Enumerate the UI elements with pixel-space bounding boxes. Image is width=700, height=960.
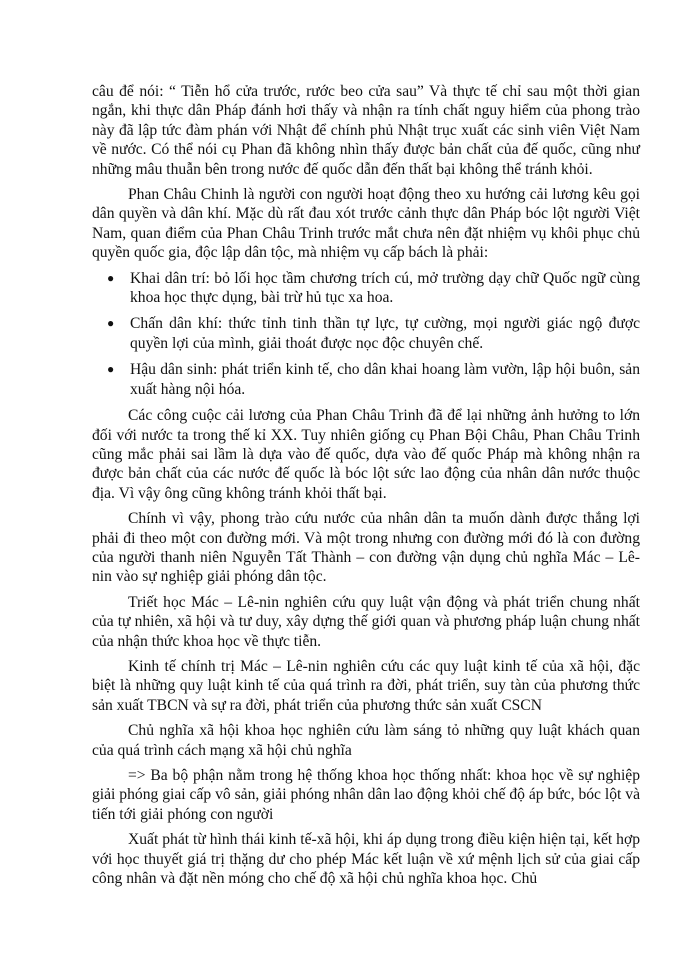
paragraph-final: Xuất phát từ hình thái kinh tế-xã hội, khi áp dụng trong điều kiện hiện tại, kết hợp với học thuyết giá trị thặng dư cho phép Mác kết luận về xứ mệnh lịch sử của giai cấp công nhân và đặt nền móng cho chế độ xã hội chủ nghĩa khoa học. Chủ xyxy=(92,831,640,888)
paragraph-reform-impact: Các công cuộc cải lương của Phan Châu Trinh đã để lại những ảnh hưởng to lớn đối với nước ta trong thế kỉ XX. Tuy nhiên giống cụ Phan Bội Châu, Phan Châu Trinh cũng mắc phải sai lầm là dựa vào đế quốc, dựa vào đế quốc Pháp mà không nhận ra được bản chất của các nước đế quốc là bóc lột sức lao động của nhân dân nước thuộc địa. Vì vậy ông cũng không tránh khỏi thất bại. xyxy=(92,407,640,502)
list-item xyxy=(92,314,640,353)
bullet-icon: ● xyxy=(107,362,115,377)
list-item-text: Khai dân trí: bỏ lối học tầm chương trích cú, mở trường dạy chữ Quốc ngữ cùng khoa học thực dụng, bài trừ hủ tục xa hoa. xyxy=(130,269,640,307)
paragraph-continuation: câu để nói: “ Tiễn hổ cửa trước, rước beo cửa sau” Và thực tế chỉ sau một thời gian ngắn, khi thực dân Pháp đánh hơi thấy và nhận ra tính chất nguy hiểm của phong trào này đã lập tức đàm phán với Nhật để chính phủ Nhật trục xuất các sinh viên Việt Nam về nước. Có thể nói cụ Phan đã không nhìn thấy được bản chất của đế quốc, cũng như những mâu thuẫn bên trong nước đế quốc dẫn đến thất bại không thể tránh khỏi. xyxy=(92,83,640,178)
paragraph-scientific-socialism: Chủ nghĩa xã hội khoa học nghiên cứu làm sáng tỏ những quy luật khách quan của quá trình cách mạng xã hội chủ nghĩa xyxy=(92,722,640,759)
paragraph-philosophy: Triết học Mác – Lê-nin nghiên cứu quy luật vận động và phát triển chung nhất của tự nhiên, xã hội và tư duy, xây dựng thế giới quan và phương pháp luận chung nhất của nhận thức khoa học về thực tiễn. xyxy=(92,593,640,650)
paragraph-political-economy: Kinh tế chính trị Mác – Lê-nin nghiên cứu các quy luật kinh tế của xã hội, đặc biệt là những quy luật kinh tế của quá trình ra đời, phát triển, suy tàn của phương thức sản xuất TBCN và sự ra đời, phát triển của phương thức sản xuất CSCN xyxy=(92,657,640,714)
paragraph-phan-chau-trinh: Phan Châu Chinh là người con người hoạt động theo xu hướng cải lương kêu gọi dân quyền và dân khí. Mặc dù rất đau xót trước cảnh thực dân Pháp bóc lột người Việt Nam, quan điểm của Phan Châu Trinh trước mắt chưa nên đặt nhiệm vụ khôi phục chủ quyền quốc gia, độc lập dân tộc, mà nhiệm vụ cấp bách là phải: xyxy=(92,186,640,262)
bullet-icon: ● xyxy=(107,316,115,331)
paragraph-new-path: Chính vì vậy, phong trào cứu nước của nhân dân ta muốn dành được thắng lợi phải đi theo một con đường mới. Và một trong nhưng con đường mới đó là con đường của người thanh niên Nguyễn Tất Thành – con đường vận dụng chủ nghĩa Mác – Lê-nin vào sự nghiệp giải phóng dân tộc. xyxy=(92,510,640,586)
list-item xyxy=(92,360,640,399)
bullet-list xyxy=(92,269,640,399)
list-item-text: Chấn dân khí: thức tỉnh tinh thần tự lực, tự cường, mọi người giác ngộ được quyền lợi của mình, giải thoát được nọc độc chuyên chế. xyxy=(130,315,640,352)
list-item-text: Hậu dân sinh: phát triển kinh tế, cho dân khai hoang làm vườn, lập hội buôn, sản xuất hàng nội hóa. xyxy=(130,361,640,398)
paragraph-conclusion-arrow: => Ba bộ phận nằm trong hệ thống khoa học thống nhất: khoa học về sự nghiệp giải phóng giai cấp vô sản, giải phóng nhân dân lao động khỏi chế độ áp bức, bóc lột và tiến tới giải phóng con người xyxy=(92,767,640,823)
document-page xyxy=(92,82,640,894)
list-item xyxy=(92,269,640,308)
bullet-icon: ● xyxy=(107,270,115,285)
